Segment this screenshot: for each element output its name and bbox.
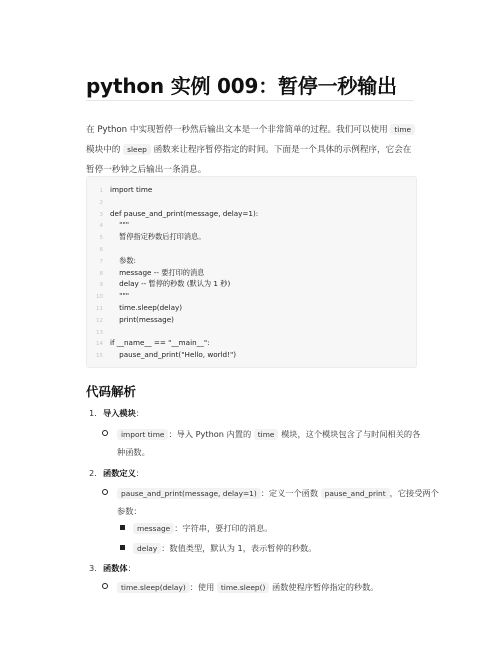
code-text: if __name__ == "__main__": — [110, 338, 210, 348]
code-text: 暂停指定秒数后打印消息。 — [110, 232, 206, 242]
line-number: 13 — [96, 329, 103, 336]
code-text: """ — [110, 220, 130, 230]
code-line — [87, 196, 110, 207]
code-text: time.sleep(delay) — [110, 303, 183, 312]
list-number: 1. — [89, 408, 97, 418]
hollow-bullet-icon — [102, 489, 108, 495]
intro-paragraph — [86, 120, 416, 180]
code-line — [87, 302, 182, 313]
code-line — [87, 278, 230, 289]
list-item-text: import time ：导入 Python 内置的 time 模块，这个模块包含了与时间相关的各 — [117, 428, 420, 441]
hollow-bullet-icon — [102, 430, 108, 436]
line-number: 5 — [99, 235, 103, 242]
code-block — [86, 176, 417, 368]
line-number: 7 — [99, 258, 103, 265]
line-number: 9 — [99, 282, 103, 289]
code-line — [87, 290, 129, 301]
line-number: 6 — [99, 247, 103, 253]
code-text: """ — [110, 291, 130, 301]
code-line — [87, 326, 110, 337]
line-number: 4 — [99, 223, 103, 230]
inline-code-time: time — [390, 124, 415, 135]
list-item-heading: 函数定义： — [103, 468, 144, 478]
code-line — [87, 349, 236, 360]
line-number: 15 — [96, 353, 103, 360]
line-number: 3 — [99, 211, 103, 218]
code-line — [87, 243, 110, 254]
title-divider — [86, 100, 414, 101]
line-number: 8 — [99, 270, 103, 277]
line-number: 12 — [96, 317, 103, 324]
code-text: delay -- 暂停的秒数 (默认为 1 秒) — [110, 279, 231, 289]
list-item-heading: 导入模块： — [103, 408, 144, 418]
intro-text-1: 在 Python 中实现暂停一秒然后输出文本是一个非常简单的过程。我们可以使用 — [86, 125, 388, 135]
code-line — [87, 314, 174, 325]
code-line — [87, 184, 152, 195]
code-line — [87, 255, 136, 266]
list-item-text-cont: 参数： — [117, 506, 142, 516]
list-number: 2. — [89, 468, 97, 478]
list-item-text: message ：字符串，要打印的消息。 — [133, 522, 272, 535]
line-number: 14 — [96, 341, 103, 348]
code-line — [87, 267, 204, 278]
list-number: 3. — [89, 563, 97, 573]
code-line — [87, 219, 129, 230]
hollow-bullet-icon — [102, 583, 108, 589]
line-number: 1 — [99, 188, 103, 194]
code-line — [87, 337, 210, 348]
line-number: 11 — [96, 306, 103, 312]
list-item-text: pause_and_print(message, delay=1) ：定义一个函数 pause_and_print ，它接受两个 — [117, 487, 439, 500]
list-item-text-cont: 种函数。 — [117, 447, 150, 457]
section-heading: 代码解析 — [86, 384, 137, 399]
line-number: 2 — [99, 199, 103, 206]
code-text: import time — [110, 185, 153, 194]
list-item-heading: 函数体： — [103, 563, 136, 573]
code-line — [87, 231, 205, 242]
square-bullet-icon — [120, 525, 125, 530]
code-text: message -- 要打印的消息 — [110, 267, 205, 277]
page-title: python 实例 009：暂停一秒输出 — [86, 74, 397, 98]
list-item-text: time.sleep(delay) ：使用 time.sleep() 函数使程序暂停指定的秒数。 — [117, 581, 378, 594]
line-number: 10 — [96, 294, 103, 301]
square-bullet-icon — [120, 545, 125, 550]
code-text: print(message) — [110, 314, 174, 324]
code-line — [87, 208, 258, 219]
list-item-text: delay ：数值类型，默认为 1，表示暂停的秒数。 — [133, 542, 316, 555]
code-text: pause_and_print("Hello, world!") — [110, 350, 237, 360]
code-text: def pause_and_print(message, delay=1): — [110, 208, 259, 218]
inline-code-sleep: sleep — [123, 144, 151, 155]
code-text: 参数: — [110, 255, 136, 265]
intro-text-2: 模块中的 — [86, 145, 121, 155]
intro-text-3: 函数来让程序暂停指定的时间。下面是一个具体的示例程序，它会在暂停一秒钟之后输出一条消息。 — [86, 145, 412, 175]
